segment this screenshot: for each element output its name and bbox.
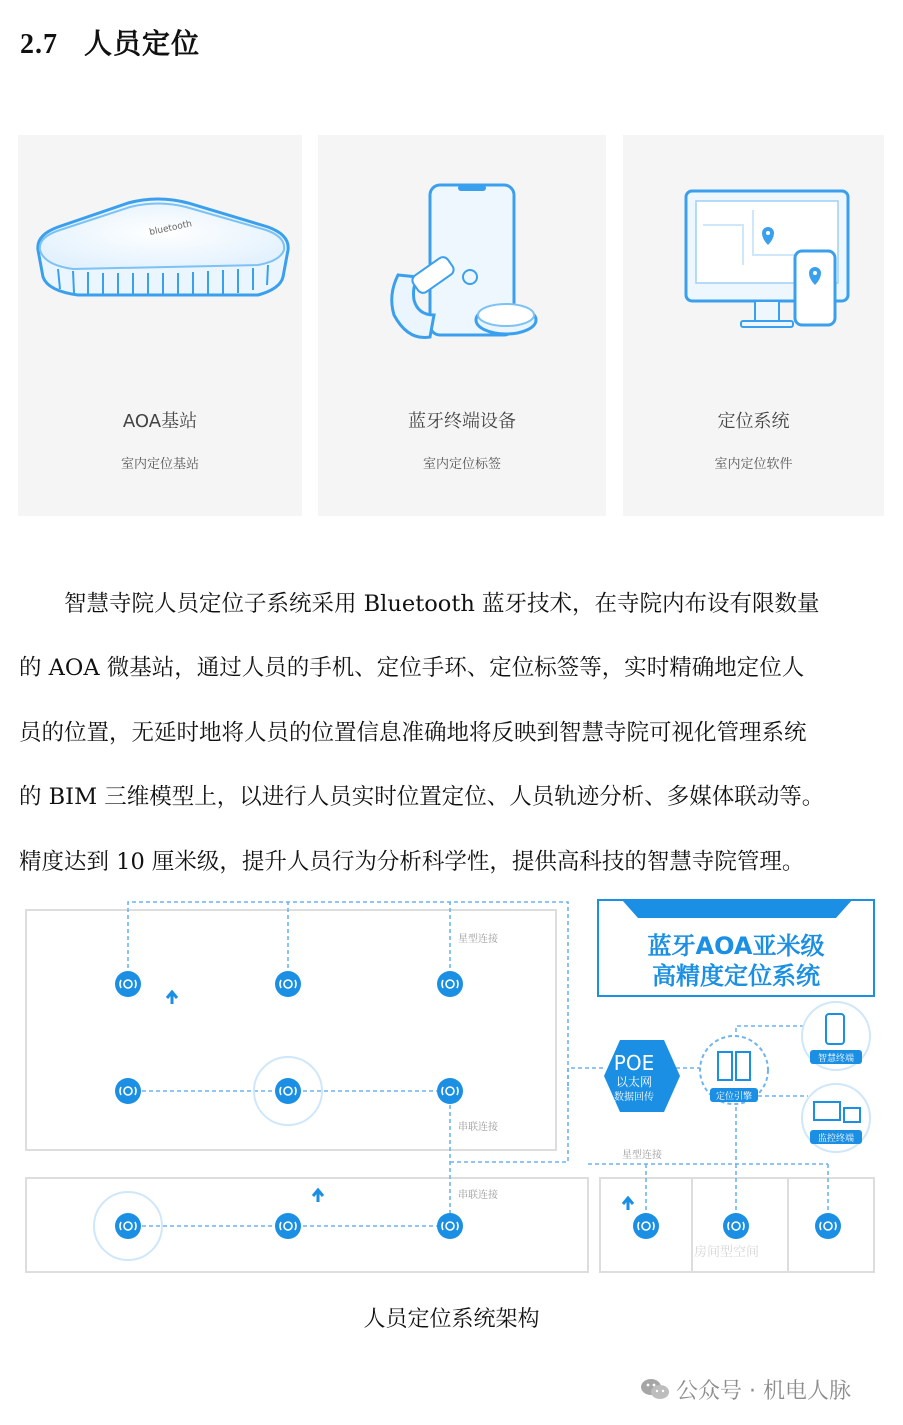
room-space-label: 房间型空间 <box>694 1245 760 1260</box>
label-serial-connection: 串联连接 <box>458 1190 498 1201</box>
label-serial-connection: 串联连接 <box>458 1122 498 1133</box>
section-title: 人员定位 <box>84 27 201 60</box>
engine-label: 定位引擎 <box>715 1092 753 1102</box>
paragraph-line: 智慧寺院人员定位子系统采用 Bluetooth 蓝牙技术，在寺院内布设有限数量 <box>19 591 820 617</box>
card-title: 定位系统 <box>717 411 790 432</box>
label-star-connection: 星型连接 <box>458 934 498 945</box>
label-star-connection: 星型连接 <box>622 1150 662 1161</box>
section-heading <box>20 22 200 62</box>
device-brand-text: bluetooth <box>148 219 193 238</box>
card-subtitle: 室内定位软件 <box>714 457 793 472</box>
banner-title-line1: 蓝牙AOA亚米级 <box>647 932 825 960</box>
paragraph-line: 精度达到 10 厘米级，提升人员行为分析科学性，提供高科技的智慧寺院管理。 <box>19 848 805 875</box>
paragraph-line: 的 BIM 三维模型上，以进行人员实时位置定位、人员轨迹分析、多媒体联动等。 <box>19 784 825 811</box>
smart-terminal-label: 智慧终端 <box>817 1054 855 1064</box>
product-card-system <box>623 135 884 516</box>
wechat-icon <box>640 1377 670 1407</box>
poe-ethernet-label: 以太网 <box>615 1075 653 1089</box>
section-number: 2.7 <box>20 29 58 60</box>
watermark <box>640 1374 851 1407</box>
monitor-terminal-label: 监控终端 <box>817 1134 855 1144</box>
paragraph-line: 员的位置，无延时地将人员的位置信息准确地将反映到智慧寺院可视化管理系统 <box>19 719 807 746</box>
poe-backhaul-label: 数据回传 <box>614 1092 654 1103</box>
product-card-aoa <box>18 135 302 516</box>
card-title: 蓝牙终端设备 <box>408 411 516 432</box>
architecture-diagram <box>18 896 883 1281</box>
banner-title-line2: 高精度定位系统 <box>652 962 820 990</box>
watermark-text: 公众号 · 机电人脉 <box>676 1379 851 1404</box>
figure-caption: 人员定位系统架构 <box>363 1307 540 1332</box>
body-paragraph <box>19 572 885 894</box>
card-title: AOA基站 <box>122 411 198 432</box>
product-card-terminal <box>318 135 606 516</box>
card-subtitle: 室内定位基站 <box>120 457 199 472</box>
card-subtitle: 室内定位标签 <box>422 457 501 472</box>
paragraph-line: 的 AOA 微基站，通过人员的手机、定位手环、定位标签等，实时精确地定位人 <box>19 655 805 682</box>
poe-label: POE <box>613 1051 655 1075</box>
